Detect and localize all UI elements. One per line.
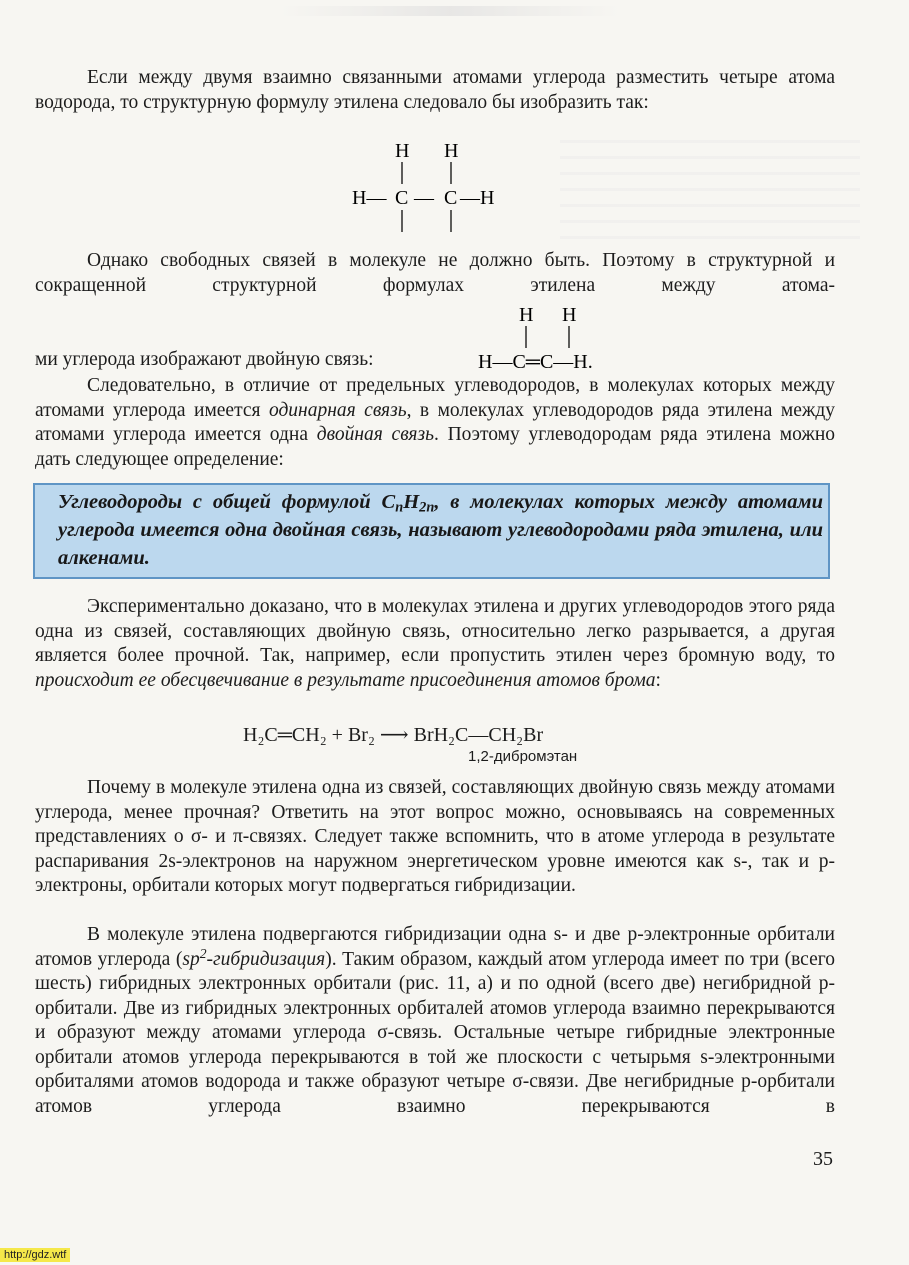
formula-text: H—C═C—H. (478, 351, 593, 373)
reaction-equation: H₂C═CH₂ + Br₂ ⟶ BrH₂C—CH₂Br (243, 724, 544, 746)
product-name: 1,2-дибромэтан (468, 748, 578, 765)
text-segment: H (403, 491, 420, 513)
paragraph-no-free-bonds: Однако свободных связей в молекуле не должно быть. Поэтому в структурной и сокращенной структурной формулах этилена между атома- (35, 250, 835, 296)
formula-atom-h: H (519, 304, 534, 326)
text-segment: ми углерода изображают двойную связь: (35, 349, 374, 370)
page-number: 35 (813, 1148, 833, 1170)
text-segment: В молекуле этилена подвергаются гибридизации одна s- и две р-электронные орбитали атомов углерода ( (35, 924, 835, 970)
structural-formula-double-bond (472, 302, 642, 378)
term-double-bond: двойная связь (316, 424, 434, 445)
text-segment: Углеводороды с общей формулой C (58, 491, 396, 513)
formula-atom-h: H (395, 140, 410, 162)
formula-atom-c: C (395, 187, 409, 209)
watermark-link[interactable]: http://gdz.wtf (0, 1248, 70, 1262)
subscript-n: n (395, 499, 404, 516)
paragraph-ethylene-formula-intro: Если между двумя взаимно связанными атомами углерода разместить четыре атома водорода, то структурную формулу этилена следовало бы изобразить так: (35, 67, 835, 113)
paragraph-sigma-pi-bonds: Почему в молекуле этилена одна из связей, составляющих двойную связь между атомами углерода, менее прочная? Ответить на этот вопрос можно, основываясь на современных представлениях о σ- и π-связях. Следует также вспомнить, что в атоме углерода в результате распаривания 2s-электронов на наружном энергетическом уровне имеются как s-, так и р-электроны, орбитали которых могут подвергаться гибридизации. (35, 777, 835, 896)
paragraph-bromine-water (35, 595, 835, 693)
term-hybridization: -гибридизация (206, 948, 326, 970)
paragraph-double-bond-line (35, 349, 374, 371)
bleed-through-shade (560, 140, 860, 250)
text-segment: , в молекулах углеводородов ряда этилена между атомами углерода имеется одна (35, 399, 836, 445)
text-segment: Экспериментально доказано, что в молекулах этилена и других углеводородов этого ряда одна из связей, составляющих двойную связь, относительно легко разрывается, а другая является более прочной. Так, например, если пропустить этилен через бромную воду, то (35, 596, 835, 666)
paragraph-definition-lead (35, 374, 835, 472)
text-segment: : (655, 669, 661, 691)
paragraph-hybridization (35, 923, 835, 1119)
definition-text (58, 488, 823, 572)
formula-atom-h: H (444, 140, 459, 162)
superscript-2: 2 (199, 945, 207, 961)
structural-formula-single-bond (352, 138, 522, 244)
formula-left: H— (352, 187, 387, 209)
emphasis-decolorization: происходит ее обесцвечивание в результате присоединения атомов брома (35, 669, 656, 691)
text-segment: , в молекулах которых между атомами углерода имеется одна двойная связь, называют углеводородами ряда этилена, или алкенами. (58, 491, 823, 569)
term-sp: sp (182, 948, 200, 970)
bleed-through-shade (280, 6, 620, 16)
formula-atom-h: H (562, 304, 577, 326)
text-segment: Следовательно, в отличие от предельных углеводородов, в молекулах которых между атомами углерода имеется (35, 375, 835, 421)
term-single-bond: одинарная связь (268, 399, 407, 421)
formula-bond: — (414, 187, 434, 209)
text-segment: . Поэтому углеводородам ряда этилена можно дать следующее определение: (35, 424, 836, 470)
formula-atom-c: C (444, 187, 458, 209)
formula-right: —H (460, 187, 495, 209)
subscript-2n: 2n (419, 499, 435, 516)
text-segment: ). Таким образом, каждый атом углерода имеет по три (всего шесть) гибридных электронных орбитали (рис. 11, а) и по одной (всего две) негибридной р-орбитали. Две из гибридных электронных орбиталей атомов углерода взаимно перекрываются и образуют между атомами углерода σ-связь. Остальные четыре гибридные электронные орбитали атомов углерода перекрываются в той же плоскости с четырьмя s-электронными орбиталями атомов водорода и также образуют четыре σ-связи. Две негибридные р-орбитали атомов углерода взаимно перекрываются в (35, 948, 835, 1117)
